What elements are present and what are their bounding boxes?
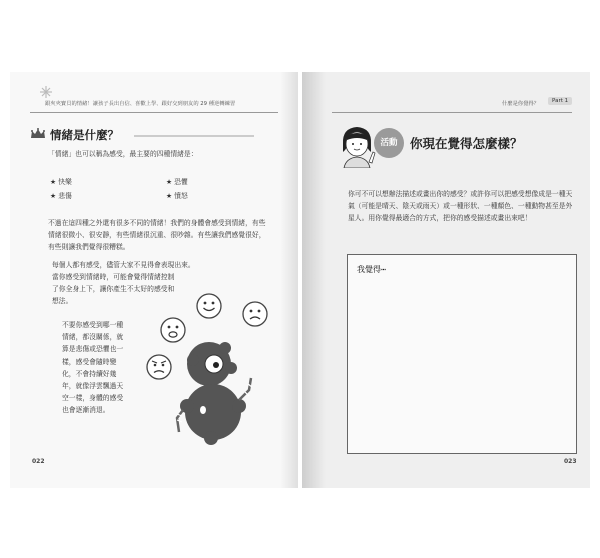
emotion-list — [50, 176, 250, 206]
instructions-text: 你可不可以想辦法描述或畫出你的感受？或許你可以把感受想像成是一種天氣（可能是晴天、陰天或雨天）或一種形狀、一種顏色、一種動物甚至是外星人。用你覺得最適合的方式，把你的感受描述或畫出來吧！ — [348, 190, 573, 223]
sparkle-icon — [39, 85, 53, 99]
part-badge: Part 1 — [548, 97, 572, 105]
running-head: 跟夾夾寶貝的情緒！讓孩子長出自信、喜歡上學、跟好交到朋友的 29 種逆轉練習 — [45, 101, 236, 107]
right-page — [302, 72, 590, 488]
activity-title: 你現在覺得怎麼樣？ — [410, 136, 523, 151]
angry-face-icon — [146, 354, 172, 380]
body-paragraph-3: 當你感受到情緒時，可能會覺得情緒控制了你全身上下，讓你產生不太好的感受和想法。 — [52, 273, 175, 306]
sad-face-icon — [242, 301, 268, 327]
gutter-shadow — [280, 72, 298, 488]
list-item: ★ 悲傷 — [50, 192, 72, 200]
list-item: ★ 恐懼 — [166, 178, 188, 186]
page-number: 022 — [32, 458, 45, 465]
activity-badge: 活動 — [374, 128, 404, 158]
list-item: ★ 快樂 — [50, 178, 72, 186]
section-title: 情緒是什麼？ — [50, 128, 119, 142]
body-paragraph-2: 每個人都有感受，儘管大家不見得會表現出來。 — [52, 261, 195, 269]
monster-illustration — [173, 334, 257, 452]
body-paragraph-1: 不過在這四種之外還有很多不同的情緒！我們的身體會感受到情緒，有些情緒很微小、很安靜，有些情緒很沉重、很吵雜。有些讓我們感覺很好，有些則讓我們覺得很糟糕。 — [48, 219, 266, 252]
crown-icon — [30, 128, 46, 140]
list-item: ★ 憤怒 — [166, 192, 188, 200]
drawing-area[interactable] — [347, 254, 577, 454]
header-rule — [30, 112, 278, 113]
gutter-shadow — [302, 72, 326, 488]
title-underline — [134, 135, 254, 137]
intro-text: 「情緒」也可以稱為感受，最主要的四種情緒是： — [48, 150, 198, 158]
running-head: 什麼是你覺得？ — [502, 101, 540, 107]
smile-face-icon — [196, 293, 222, 319]
handwriting-text: 我覺得⋯ — [357, 265, 386, 274]
page-number: 023 — [564, 458, 577, 465]
body-paragraph-4: 不要你感受到哪一種情緒，都沒關係，就算是悲傷或恐懼也一樣，感受會隨時變化，不會持續好幾年，就像浮雲飄過天空一樣，身體的感受也會逐漸消退。 — [62, 321, 124, 415]
header-rule — [332, 112, 572, 113]
left-page — [10, 72, 298, 488]
girl-illustration — [336, 122, 378, 168]
